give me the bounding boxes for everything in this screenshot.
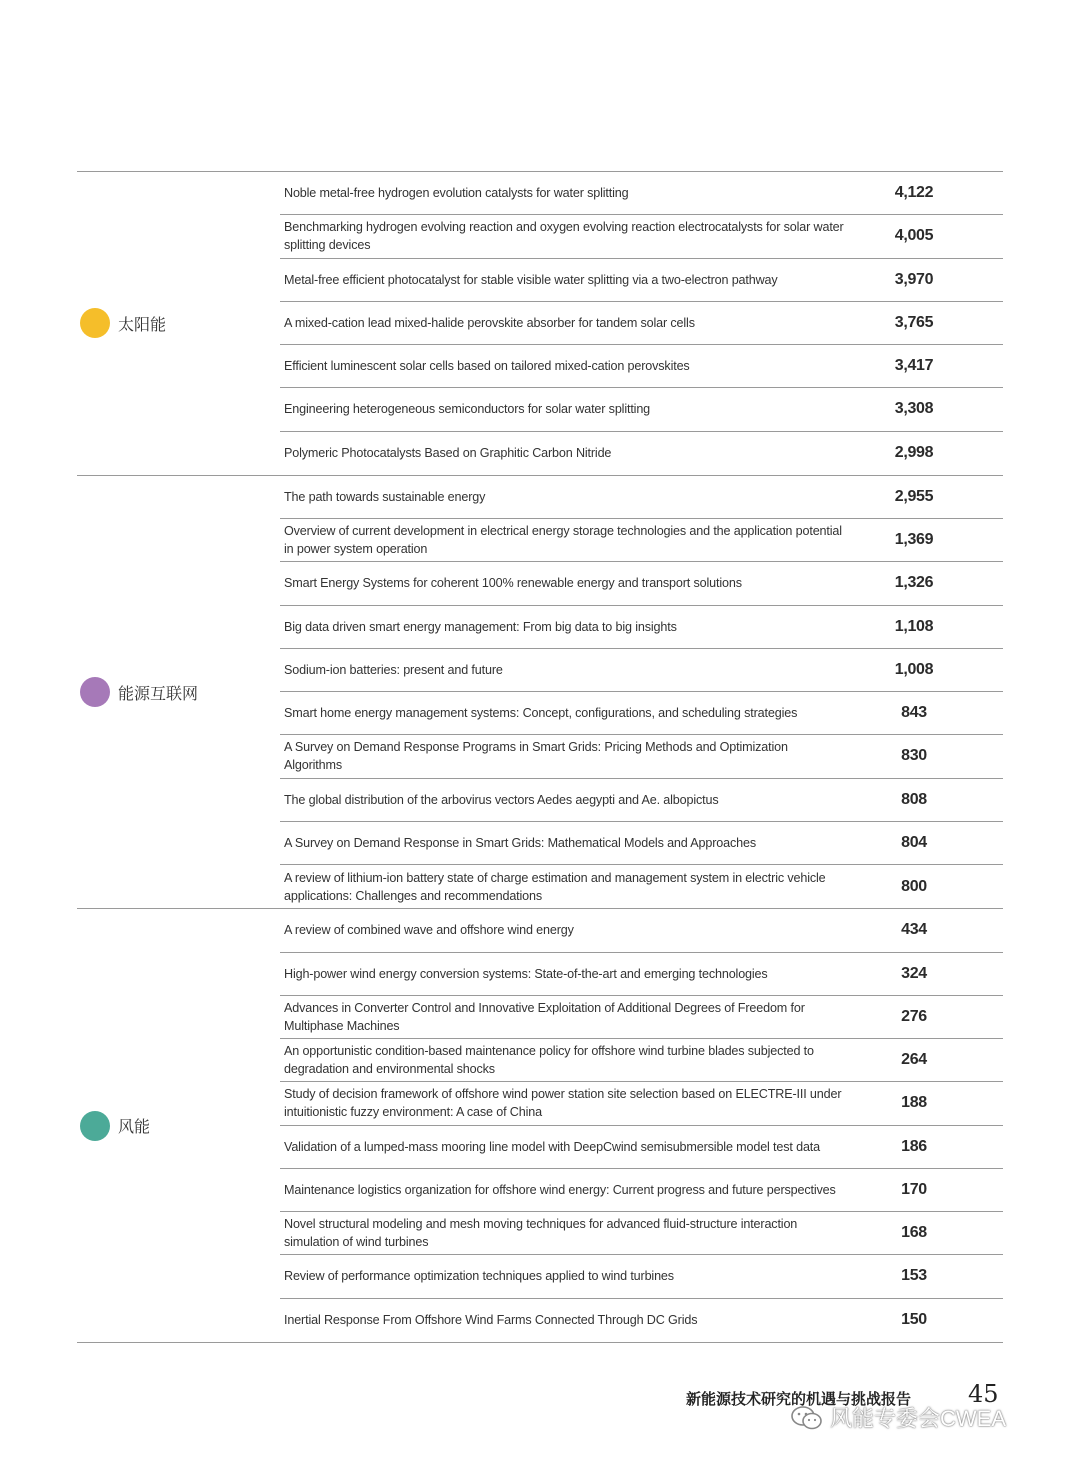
watermark — [790, 1402, 1006, 1433]
paper-list — [280, 172, 1003, 475]
paper-title: A review of combined wave and offshore wind energy — [284, 923, 574, 938]
citation-count: 186 — [901, 1137, 927, 1155]
table-row — [280, 779, 1003, 822]
citation-count: 4,122 — [894, 184, 934, 202]
citation-count: 808 — [901, 790, 927, 808]
table-row — [280, 388, 1003, 431]
paper-title: A Survey on Demand Response Programs in Smart Grids: Pricing Methods and Optimization Algorithms — [284, 740, 788, 773]
paper-title: Metal-free efficient photocatalyst for stable visible water splitting via a two-electron pathway — [284, 272, 778, 287]
paper-title: Validation of a lumped-mass mooring line model with DeepCwind semisubmersible model test data — [284, 1139, 821, 1154]
citation-count: 150 — [901, 1311, 927, 1329]
table-row — [280, 476, 1003, 519]
wechat-icon — [790, 1405, 824, 1431]
table-row — [280, 215, 1003, 258]
citation-count: 4,005 — [894, 227, 934, 245]
table-row — [280, 1082, 1003, 1125]
category-name: 太阳能 — [118, 316, 167, 334]
paper-title: Review of performance optimization techniques applied to wind turbines — [284, 1269, 674, 1284]
table-row — [280, 692, 1003, 735]
paper-title: Maintenance logistics organization for offshore wind energy: Current progress and future perspectives — [284, 1182, 836, 1197]
paper-title: Study of decision framework of offshore wind power station site selection based on ELECTRE-III under intuitionistic fuzzy environment: A case of China — [284, 1087, 842, 1120]
paper-title: Benchmarking hydrogen evolving reaction and oxygen evolving reaction electrocatalysts for solar water splitting devices — [284, 220, 844, 253]
citation-count: 3,308 — [894, 400, 934, 418]
category-label-group — [80, 308, 166, 338]
paper-list — [280, 909, 1003, 1342]
paper-list — [280, 476, 1003, 909]
paper-title: Polymeric Photocatalysts Based on Graphitic Carbon Nitride — [284, 446, 612, 461]
paper-title: A mixed-cation lead mixed-halide perovskite absorber for tandem solar cells — [284, 315, 695, 330]
paper-title: Engineering heterogeneous semiconductors for solar water splitting — [284, 402, 651, 417]
paper-title: Big data driven smart energy management: From big data to big insights — [284, 619, 677, 634]
table-row — [280, 865, 1003, 908]
table-row — [280, 345, 1003, 388]
table-row — [280, 1126, 1003, 1169]
table-row — [280, 519, 1003, 562]
citation-count: 188 — [901, 1094, 927, 1112]
citation-count: 2,998 — [894, 444, 934, 462]
paper-title: Sodium-ion batteries: present and future — [284, 662, 503, 677]
citation-count: 170 — [901, 1180, 927, 1198]
page-footer — [686, 1380, 1056, 1440]
citation-table — [77, 171, 1003, 1343]
category-dot-icon — [80, 1111, 110, 1141]
citation-count: 276 — [901, 1007, 927, 1025]
citation-count: 843 — [901, 704, 927, 722]
table-row — [280, 953, 1003, 996]
watermark-text: 风能专委会CWEA — [830, 1406, 1007, 1431]
paper-title: The global distribution of the arbovirus vectors Aedes aegypti and Ae. albopictus — [284, 792, 719, 807]
citation-count: 153 — [901, 1267, 927, 1285]
citation-count: 324 — [901, 964, 927, 982]
citation-count: 264 — [901, 1051, 927, 1069]
paper-title: Inertial Response From Offshore Wind Farms Connected Through DC Grids — [284, 1313, 698, 1328]
table-row — [280, 996, 1003, 1039]
paper-title: Overview of current development in electrical energy storage technologies and the application potential in power system operation — [284, 524, 842, 557]
category-dot-icon — [80, 677, 110, 707]
citation-count: 3,765 — [894, 313, 934, 331]
section — [77, 908, 1003, 1343]
citation-count: 1,369 — [894, 531, 934, 549]
page-number: 45 — [968, 1380, 999, 1408]
table-row — [280, 172, 1003, 215]
citation-count: 804 — [901, 833, 927, 851]
table-row — [280, 909, 1003, 952]
table-row — [280, 606, 1003, 649]
citation-count: 168 — [901, 1224, 927, 1242]
citation-count: 830 — [901, 747, 927, 765]
paper-title: An opportunistic condition-based maintenance policy for offshore wind turbine blades subjected to degradation and environmental shocks — [284, 1044, 814, 1077]
paper-title: Smart home energy management systems: Concept, configurations, and scheduling strategies — [284, 706, 798, 721]
citation-count: 1,326 — [894, 574, 934, 592]
category-label-group — [80, 1111, 150, 1141]
table-row — [280, 735, 1003, 778]
paper-title: The path towards sustainable energy — [284, 489, 486, 504]
section — [77, 475, 1003, 909]
citation-count: 3,417 — [894, 357, 934, 375]
category-dot-icon — [80, 308, 110, 338]
table-row — [280, 1212, 1003, 1255]
table-row — [280, 1255, 1003, 1298]
category-name: 风能 — [118, 1119, 151, 1136]
report-title: 新能源技术研究的机遇与挑战报告 — [686, 1390, 912, 1408]
paper-title: Smart Energy Systems for coherent 100% renewable energy and transport solutions — [284, 576, 742, 591]
citation-count: 434 — [901, 921, 927, 939]
table-row — [280, 1299, 1003, 1342]
citation-count: 800 — [901, 877, 927, 895]
paper-title: Efficient luminescent solar cells based on tailored mixed-cation perovskites — [284, 359, 690, 374]
citation-count: 3,970 — [894, 270, 934, 288]
paper-title: A review of lithium-ion battery state of charge estimation and management system in electric vehicle applications: Challenges and recommendations — [284, 870, 826, 903]
paper-title: High-power wind energy conversion systems: State-of-the-art and emerging technologies — [284, 966, 768, 981]
category-name: 能源互联网 — [118, 685, 199, 703]
section — [77, 171, 1003, 475]
table-row — [280, 302, 1003, 345]
table-row — [280, 259, 1003, 302]
paper-title: Novel structural modeling and mesh moving techniques for advanced fluid-structure interaction simulation of wind turbines — [284, 1217, 798, 1250]
paper-title: Noble metal-free hydrogen evolution catalysts for water splitting — [284, 186, 629, 201]
category-label-group — [80, 677, 198, 707]
table-row — [280, 432, 1003, 475]
citation-count: 2,955 — [894, 487, 934, 505]
paper-title: Advances in Converter Control and Innovative Exploitation of Additional Degrees of Freedom for Multiphase Machines — [284, 1000, 805, 1033]
table-row — [280, 562, 1003, 605]
table-row — [280, 822, 1003, 865]
citation-count: 1,008 — [894, 660, 934, 678]
table-row — [280, 1039, 1003, 1082]
table-row — [280, 649, 1003, 692]
paper-title: A Survey on Demand Response in Smart Grids: Mathematical Models and Approaches — [284, 835, 757, 850]
table-row — [280, 1169, 1003, 1212]
citation-count: 1,108 — [894, 617, 934, 635]
